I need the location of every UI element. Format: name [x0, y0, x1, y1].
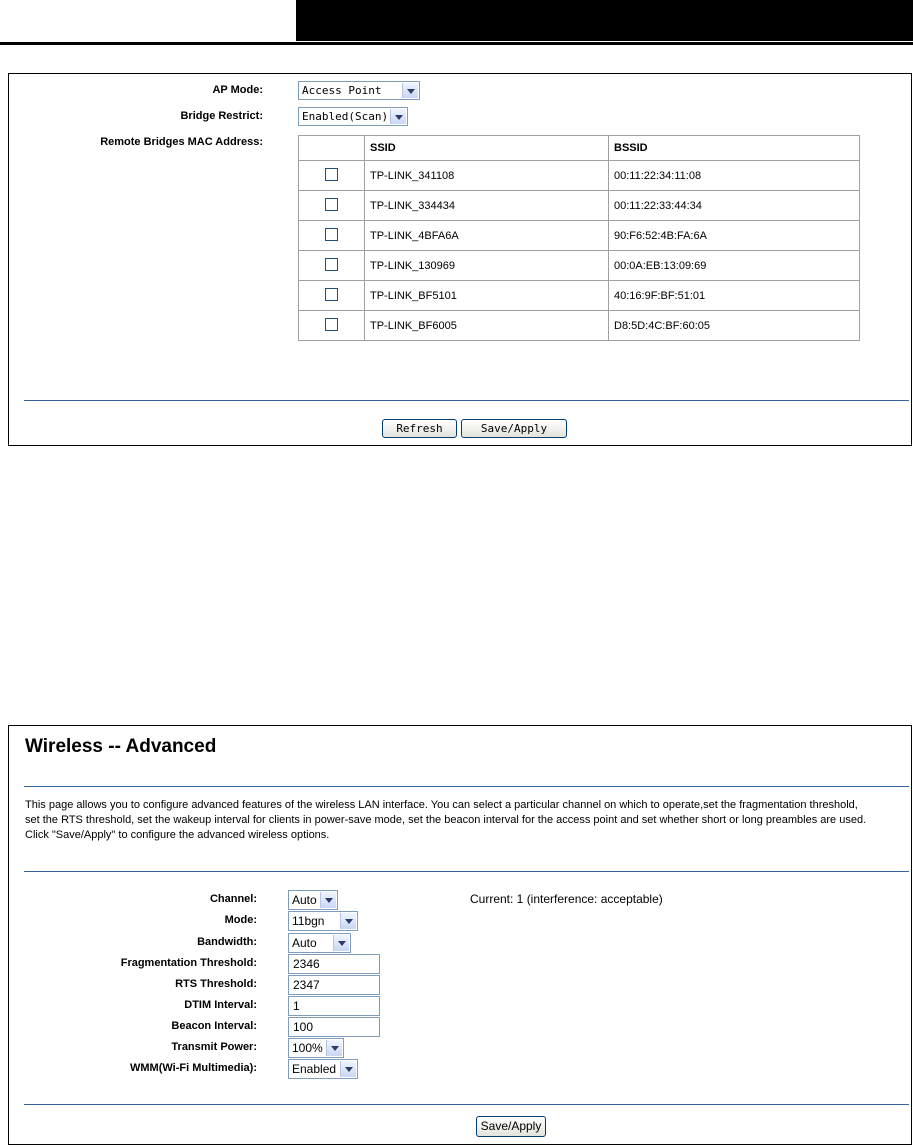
page-description [25, 798, 905, 843]
ssid-cell: TP-LINK_BF6005 [365, 311, 609, 341]
ap-mode-value: Access Point [302, 84, 382, 97]
wmm-value: Enabled [292, 1062, 337, 1076]
description-line: set the RTS threshold, set the wakeup interval for clients in power-save mode, set the beacon interval for the access point and set whether short or long preambles are used. [25, 814, 867, 826]
bssid-cell: 00:0A:EB:13:09:69 [609, 251, 860, 281]
row-checkbox[interactable] [325, 168, 338, 181]
table-header-bssid: BSSID [609, 136, 860, 161]
table-header-ssid: SSID [365, 136, 609, 161]
row-checkbox[interactable] [325, 228, 338, 241]
bridge-restrict-label: Bridge Restrict: [180, 110, 263, 122]
row-checkbox[interactable] [325, 288, 338, 301]
table-row [299, 311, 860, 341]
rts-threshold-input[interactable]: 2347 [288, 975, 380, 995]
dtim-interval-input[interactable]: 1 [288, 996, 380, 1016]
channel-value: Auto [292, 893, 317, 907]
table-row [299, 251, 860, 281]
remote-bridges-label: Remote Bridges MAC Address: [100, 136, 263, 148]
header-bar [296, 0, 913, 41]
transmit-power-label: Transmit Power: [171, 1041, 257, 1053]
description-line: Click "Save/Apply" to configure the advanced wireless options. [25, 829, 330, 841]
bssid-cell: D8:5D:4C:BF:60:05 [609, 311, 860, 341]
current-channel-status: Current: 1 (interference: acceptable) [470, 892, 663, 906]
ssid-cell: TP-LINK_341108 [365, 161, 609, 191]
ap-mode-label: AP Mode: [212, 84, 263, 96]
table-row [299, 161, 860, 191]
page-title: Wireless -- Advanced [25, 736, 217, 757]
remote-bridges-table [298, 135, 860, 341]
divider [24, 871, 909, 872]
wireless-advanced-panel [8, 725, 912, 1145]
mode-select[interactable] [288, 911, 358, 931]
transmit-power-select[interactable] [288, 1038, 344, 1058]
bssid-cell: 40:16:9F:BF:51:01 [609, 281, 860, 311]
divider [24, 786, 909, 787]
bridge-settings-panel [8, 73, 912, 446]
ssid-cell: TP-LINK_BF5101 [365, 281, 609, 311]
chevron-down-icon [326, 1040, 342, 1056]
description-line: This page allows you to configure advanced features of the wireless LAN interface. You can select a particular channel on which to operate,set the fragmentation threshold, [25, 799, 858, 811]
rts-threshold-label: RTS Threshold: [175, 978, 257, 990]
bridge-restrict-select[interactable] [298, 107, 408, 126]
ap-mode-select[interactable] [298, 81, 420, 100]
channel-select[interactable] [288, 890, 338, 910]
bandwidth-select[interactable] [288, 933, 351, 953]
table-row [299, 221, 860, 251]
row-checkbox[interactable] [325, 318, 338, 331]
table-header-row [299, 136, 860, 161]
bandwidth-label: Bandwidth: [197, 936, 257, 948]
beacon-interval-input[interactable]: 100 [288, 1017, 380, 1037]
divider [24, 1104, 909, 1105]
table-header-select [299, 136, 365, 161]
bssid-cell: 00:11:22:33:44:34 [609, 191, 860, 221]
chevron-down-icon [390, 109, 406, 124]
bssid-cell: 90:F6:52:4B:FA:6A [609, 221, 860, 251]
dtim-interval-label: DTIM Interval: [184, 999, 257, 1011]
table-row [299, 191, 860, 221]
chevron-down-icon [320, 892, 336, 908]
save-apply-button[interactable]: Save/Apply [461, 419, 567, 438]
row-checkbox[interactable] [325, 258, 338, 271]
bandwidth-value: Auto [292, 936, 317, 950]
chevron-down-icon [402, 83, 418, 98]
mode-label: Mode: [224, 914, 257, 926]
wmm-label: WMM(Wi-Fi Multimedia): [130, 1062, 257, 1074]
fragmentation-threshold-label: Fragmentation Threshold: [120, 957, 257, 969]
header-rule [0, 42, 913, 45]
mode-value: 11bgn [292, 914, 325, 928]
chevron-down-icon [340, 913, 356, 929]
ssid-cell: TP-LINK_130969 [365, 251, 609, 281]
ssid-cell: TP-LINK_334434 [365, 191, 609, 221]
row-checkbox[interactable] [325, 198, 338, 211]
refresh-button[interactable]: Refresh [382, 419, 457, 438]
fragmentation-threshold-input[interactable]: 2346 [288, 954, 380, 974]
chevron-down-icon [333, 935, 349, 951]
bssid-cell: 00:11:22:34:11:08 [609, 161, 860, 191]
ssid-cell: TP-LINK_4BFA6A [365, 221, 609, 251]
wmm-select[interactable] [288, 1059, 358, 1079]
channel-label: Channel: [209, 893, 257, 905]
table-row [299, 281, 860, 311]
bridge-restrict-value: Enabled(Scan) [302, 110, 389, 123]
transmit-power-value: 100% [292, 1041, 323, 1055]
beacon-interval-label: Beacon Interval: [171, 1020, 257, 1032]
save-apply-button[interactable]: Save/Apply [476, 1116, 546, 1137]
divider [24, 400, 909, 401]
chevron-down-icon [340, 1061, 356, 1077]
